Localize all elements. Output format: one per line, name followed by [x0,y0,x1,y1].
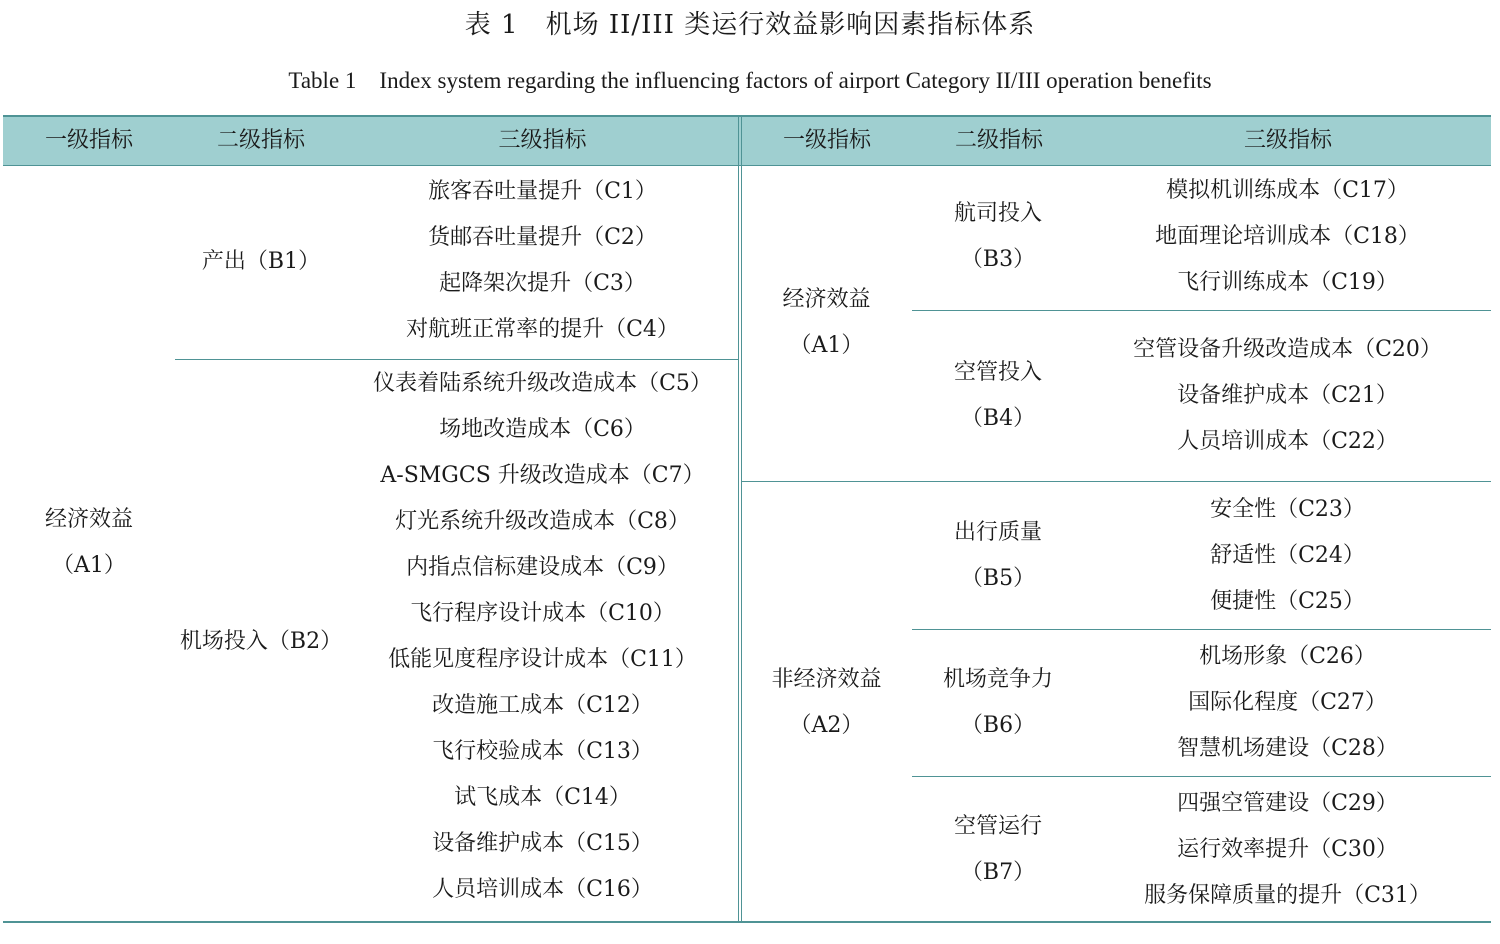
table-header-row [3,115,1491,166]
level3-c23: 安全性（C23） [1210,497,1365,522]
b6-code: （B6） [960,713,1036,738]
level3-c2: 货邮吞吐量提升（C2） [428,225,657,250]
level3-c30: 运行效率提升（C30） [1177,837,1398,862]
b6-name: 机场竞争力 [942,667,1053,692]
level3-c1: 旅客吞吐量提升（C1） [428,179,657,204]
level3-c19: 飞行训练成本（C19） [1177,270,1398,295]
level3-c29: 四强空管建设（C29） [1177,791,1398,816]
level2-b7 [912,804,1084,896]
level2-b4 [912,350,1084,442]
right-level1-a1 [741,277,912,369]
level3-c8: 灯光系统升级改造成本（C8） [395,509,690,534]
b7-code: （B7） [960,860,1036,885]
level3-c3: 起降架次提升（C3） [439,271,646,296]
level3-c9: 内指点信标建设成本（C9） [406,555,679,580]
level3-c6: 场地改造成本（C6） [439,417,646,442]
right-a2-name: 非经济效益 [771,667,882,692]
header-level1-right: 一级指标 [782,128,871,153]
header-level1-left: 一级指标 [44,128,133,153]
level3-c13: 飞行校验成本（C13） [432,739,653,764]
level3-c5: 仪表着陆系统升级改造成本（C5） [373,371,712,396]
left-a1-name: 经济效益 [44,507,133,532]
level3-c21: 设备维护成本（C21） [1177,383,1398,408]
level3-c11: 低能见度程序设计成本（C11） [388,647,697,672]
level3-c4: 对航班正常率的提升（C4） [406,317,679,342]
b4-name: 空管投入 [953,360,1042,385]
table-caption-english: Table 1 Index system regarding the influencing factors of airport Category II/III operation benefits [288,68,1212,93]
level2-b6 [912,657,1084,749]
level3-c26: 机场形象（C26） [1199,644,1376,669]
row-separator-b5-b6 [912,629,1491,630]
level3-c20: 空管设备升级改造成本（C20） [1133,337,1442,362]
header-level2-left: 二级指标 [216,128,305,153]
row-separator-a1-a2 [741,481,1491,482]
level3-c18: 地面理论培训成本（C18） [1155,224,1420,249]
header-level3-right: 三级指标 [1243,128,1332,153]
b5-code: （B5） [960,566,1036,591]
right-a1-code: （A1） [789,333,864,358]
level3-c27: 国际化程度（C27） [1188,690,1387,715]
level2-b5 [912,510,1084,602]
level3-c17: 模拟机训练成本（C17） [1166,178,1409,203]
b5-name: 出行质量 [953,520,1042,545]
b3-code: （B3） [960,247,1036,272]
level3-c31: 服务保障质量的提升（C31） [1144,883,1431,908]
right-a2-code: （A2） [789,713,864,738]
level3-c10: 飞行程序设计成本（C10） [410,601,675,626]
level3-c16: 人员培训成本（C16） [432,877,653,902]
row-separator-b3-b4 [912,310,1491,311]
level3-c15: 设备维护成本（C15） [432,831,653,856]
header-level3-left: 三级指标 [498,128,587,153]
level3-c28: 智慧机场建设（C28） [1177,736,1398,761]
level3-c14: 试飞成本（C14） [454,785,631,810]
center-divider-second [741,115,742,923]
b4-code: （B4） [960,406,1036,431]
b7-name: 空管运行 [953,814,1042,839]
right-a1-name: 经济效益 [782,287,871,312]
table-bottom-rule [3,921,1491,923]
level3-c24: 舒适性（C24） [1210,543,1365,568]
header-level2-right: 二级指标 [954,128,1043,153]
level2-b2: 机场投入（B2） [179,629,343,654]
right-level1-a2 [741,657,912,749]
left-level1-a1 [3,497,175,589]
level2-b3 [912,191,1084,283]
level2-b1: 产出（B1） [201,249,321,274]
level3-c25: 便捷性（C25） [1210,589,1365,614]
row-separator-b6-b7 [912,776,1491,777]
center-divider [738,115,739,923]
b3-name: 航司投入 [953,201,1042,226]
level3-c12: 改造施工成本（C12） [432,693,653,718]
level3-c22: 人员培训成本（C22） [1177,429,1398,454]
table-caption-chinese: 表 1 机场 II/III 类运行效益影响因素指标体系 [464,10,1036,40]
level3-c7: A-SMGCS 升级改造成本（C7） [380,463,705,488]
row-separator-b1-b2 [175,359,738,360]
left-a1-code: （A1） [52,553,126,578]
